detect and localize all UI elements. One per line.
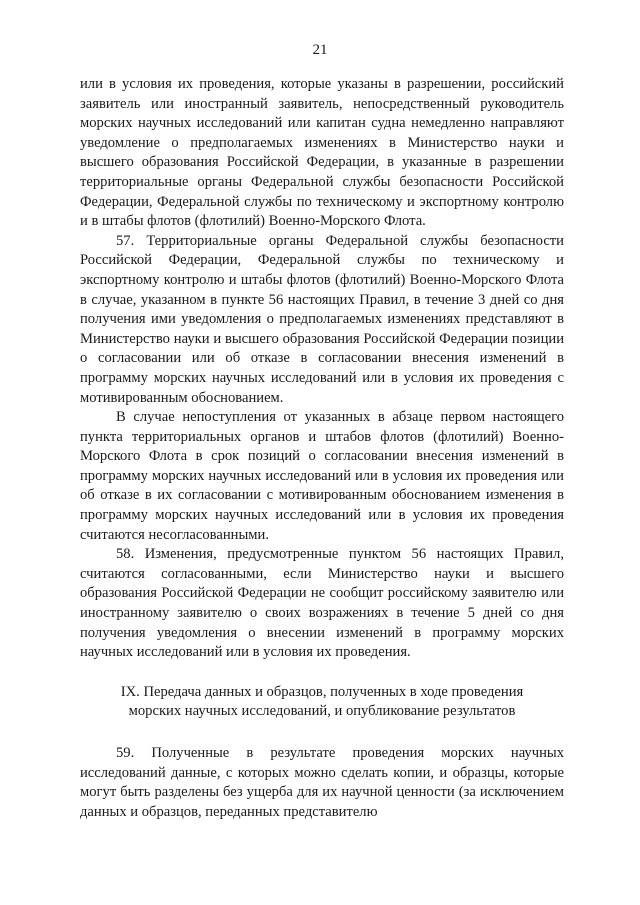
section-heading-line-1: IX. Передача данных и образцов, полученных в ходе проведения [120, 683, 524, 700]
paragraph-56-continuation: или в условия их проведения, которые указаны в разрешении, российский заявитель или иностранный заявитель, непосредственный руководитель морских научных исследований или капитан судна немедленно направляют уведомление о предполагаемых изменениях в Министерство науки и высшего образования Российской Федерации, в указанные в разрешении территориальные органы Федеральной службы безопасности Российской Федерации, Федеральной службы по техническому и экспортному контролю и в штабы флотов (флотилий) Военно-Морского Флота. [80, 76, 564, 230]
paragraph-59: 59. Полученные в результате проведения морских научных исследований данные, с которых можно сделать копии, и образцы, которые могут быть разделены без ущерба для их научной ценности (за исключением данных и образцов, переданных представителю [80, 745, 564, 820]
section-heading [80, 683, 564, 722]
paragraph-57-second: В случае непоступления от указанных в абзаце первом настоящего пункта территориальных органов и штабов флотов (флотилий) Военно-Морского Флота в срок позиций о согласовании внесения изменений в программу морских научных исследований или в условия их проведения или об отказе в их согласовании с мотивированным обоснованием изменения в программу морских научных исследований или в условия их проведения считаются несогласованными. [80, 409, 564, 543]
paragraph-58: 58. Изменения, предусмотренные пунктом 56 настоящих Правил, считаются согласованными, если Министерство науки и высшего образования Российской Федерации не сообщит российскому заявителю или иностранному заявителю о своих возражениях в течение 5 дней со дня получения уведомления о внесении изменений в программу морских научных исследований или в условия их проведения. [80, 546, 564, 661]
document-body [80, 75, 564, 822]
section-heading-line-2: морских научных исследований, и опубликование результатов [128, 703, 516, 720]
page-number: 21 [312, 42, 328, 58]
paragraph-57: 57. Территориальные органы Федеральной службы безопасности Российской Федерации, Федеральной службы по техническому и экспортному контролю и штабы флотов (флотилий) Военно-Морского Флота в случае, указанном в пункте 56 настоящих Правил, в течение 3 дней со дня получения ими уведомления о предполагаемых изменениях представляют в Министерство науки и высшего образования Российской Федерации позиции о согласовании или об отказе в согласовании внесения изменений в программу морских научных исследований или в условия их проведения с мотивированным обоснованием. [80, 232, 564, 406]
